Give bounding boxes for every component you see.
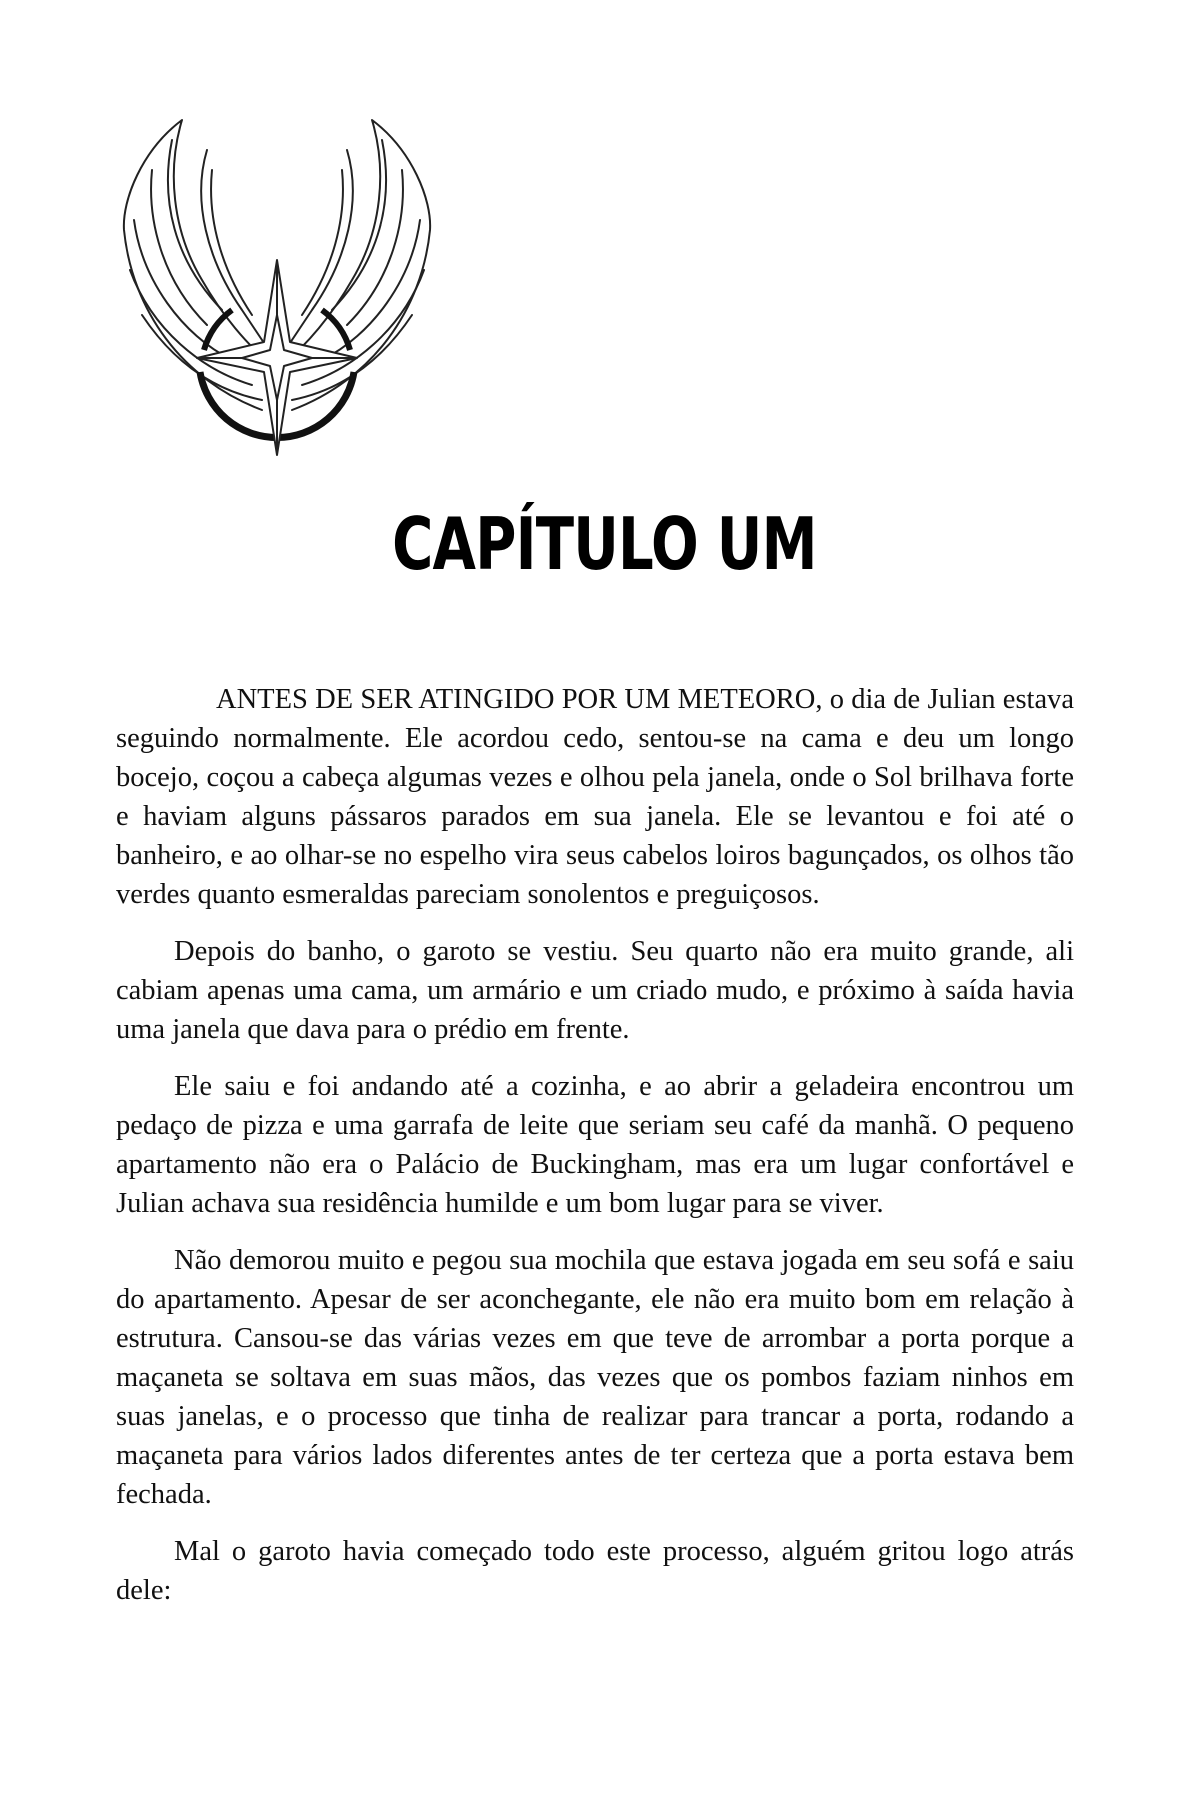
paragraph: Mal o garoto havia começado todo este processo, alguém gritou logo atrás dele: (116, 1536, 1074, 1606)
paragraph: Ele saiu e foi andando até a cozinha, e ao abrir a geladeira encontrou um pedaço de pizza e uma garrafa de leite que seriam seu café da manhã. O pequeno apartamento não era o Palácio de Buckingham, mas era um lugar confortável e Julian achava sua residência humilde e um bom lugar para se viver. (116, 1071, 1074, 1219)
chapter-body (116, 680, 1074, 1628)
paragraph: Não demorou muito e pegou sua mochila que estava jogada em seu sofá e saiu do apartamento. Apesar de ser aconchegante, ele não era muito bom em relação à estrutura. Cansou-se das várias vezes em que teve de arrombar a porta porque a maçaneta se soltava em suas mãos, das vezes que os pombos faziam ninhos em suas janelas, e o processo que tinha de realizar para trancar a porta, rodando a maçaneta para vários lados diferentes antes de ter certeza que a porta estava bem fechada. (116, 1245, 1074, 1510)
paragraph-text: o dia de Julian estava seguindo normalmente. Ele acordou cedo, sentou-se na cama e deu um longo bocejo, coçou a cabeça algumas vezes e olhou pela janela, onde o Sol brilhava forte e haviam alguns pássaros parados em sua janela. Ele se levantou e foi até o banheiro, e ao olhar-se no espelho vira seus cabelos loiros bagunçados, os olhos tão verdes quanto esmeraldas pareciam sonolentos e preguiçosos. (116, 684, 1074, 910)
paragraph-lead-caps: ANTES DE SER ATINGIDO POR UM METEORO, (216, 684, 823, 715)
paragraph (116, 680, 1074, 914)
winged-star-emblem-icon (112, 110, 442, 460)
chapter-title: CAPÍTULO UM (392, 502, 817, 586)
paragraph: Depois do banho, o garoto se vestiu. Seu quarto não era muito grande, ali cabiam apenas uma cama, um armário e um criado mudo, e próximo à saída havia uma janela que dava para o prédio em frente. (116, 936, 1074, 1045)
